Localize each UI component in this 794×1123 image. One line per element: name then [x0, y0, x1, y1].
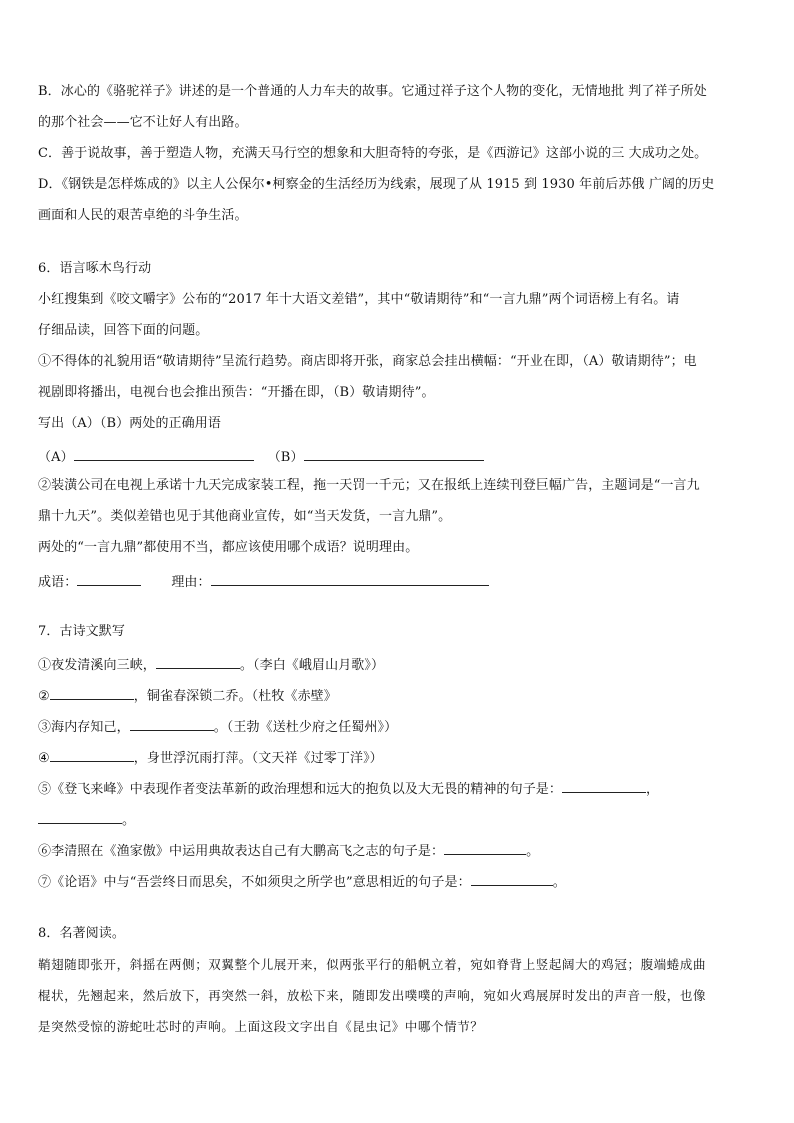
- q5-option-b-line2: 的那个社会——它不让好人有出路。: [38, 115, 248, 130]
- q6-answer-row-idiom: [38, 572, 489, 591]
- q6-part1-line1: ①不得体的礼貌用语“敬请期待”呈流行趋势。商店即将开张，商家总会挂出横幅：“开业在即，（A）敬请期待”；电: [38, 354, 697, 369]
- q5-option-c: C．善于说故事，善于塑造人物，充满天马行空的想象和大胆奇特的夸张，是《西游记》这部小说的三 大成功之处。: [38, 146, 708, 161]
- q7-line7: [38, 872, 566, 891]
- q8-passage-line1: 鞘翅随即张开，斜摇在两侧；双翼整个儿展开来，似两张平行的船帆立着，宛如脊背上竖起阔大的鸡冠；腹端蜷成曲: [38, 957, 707, 972]
- q8-title: 8．名著阅读。: [38, 926, 125, 941]
- q7-line3-source: 。（王勃《送杜少府之任蜀州》）: [213, 720, 398, 735]
- q6-answer-row-ab: [38, 447, 484, 466]
- q7-line1: [38, 655, 384, 674]
- q6-label-b: （B）: [267, 450, 304, 465]
- q6-reason-blank[interactable]: [211, 572, 489, 586]
- q7-line1-blank[interactable]: [156, 655, 240, 669]
- q7-line3-blank[interactable]: [130, 717, 214, 731]
- q5-option-d-line1: D．《钢铁是怎样炼成的》以主人公保尔•柯察金的生活经历为线索，展现了从 1915 到 1930 年前后苏俄 广阔的历史: [38, 177, 715, 192]
- q6-intro-line2: 仔细品读，回答下面的问题。: [38, 323, 209, 338]
- q6-idiom-blank[interactable]: [77, 572, 141, 586]
- q7-line6-text: ⑥李清照在《渔家傲》中运用典故表达自己有大鹏高飞之志的句子是：: [38, 844, 445, 859]
- q7-line3: [38, 717, 397, 736]
- q5-option-b-line1: B．冰心的《骆驼祥子》讲述的是一个普通的人力车夫的故事。它通过祥子这个人物的变化，无情地批 判了祥子所处: [38, 84, 707, 99]
- q6-part1-line2: 视剧即将播出，电视台也会推出预告：“开播在即，（B）敬请期待”。: [38, 385, 435, 400]
- q6-part2-line1: ②装潢公司在电视上承诺十九天完成家装工程，拖一天罚一千元；又在报纸上连续刊登巨幅广告，主题词是“一言九: [38, 478, 700, 493]
- q7-line7-period: 。: [552, 875, 566, 890]
- q7-line2-number: ②: [38, 689, 50, 704]
- q6-intro-line1: 小红搜集到《咬文嚼字》公布的“2017 年十大语文差错”，其中“敬请期待”和“一言九鼎”两个词语榜上有名。请: [38, 292, 680, 307]
- q8-passage-line2: 棍状，先翘起来，然后放下，再突然一斜，放松下来，随即发出噗噗的声响，宛如火鸡展屏时发出的声音一般，也像: [38, 988, 707, 1003]
- q7-line4-blank[interactable]: [50, 748, 134, 762]
- q6-title: 6．语言啄木鸟行动: [38, 261, 152, 276]
- q7-line4: [38, 748, 383, 767]
- q7-line6-blank[interactable]: [444, 841, 526, 855]
- q7-line2-blank[interactable]: [50, 686, 134, 700]
- q8-passage-line3: 是突然受惊的游蛇吐芯时的声响。上面这段文字出自《昆虫记》中哪个情节？: [38, 1019, 484, 1034]
- q6-part2-line2: 鼎十九天”。类似差错也见于其他商业宣传，如“当天发货，一言九鼎”。: [38, 509, 452, 524]
- q5-option-d-line2: 画面和人民的艰苦卓绝的斗争生活。: [38, 208, 248, 223]
- q6-ask-idiom: 两处的“一言九鼎”都使用不当，都应该使用哪个成语？说明理由。: [38, 540, 419, 555]
- q7-line7-text: ⑦《论语》中与“吾尝终日而思矣，不如须臾之所学也”意思相近的句子是：: [38, 875, 471, 890]
- q6-answer-b-blank[interactable]: [304, 447, 484, 461]
- q6-ask-correct-terms: 写出（A）（B）两处的正确用语: [38, 416, 221, 431]
- q7-line4-text: ，身世浮沉雨打萍。（文天祥《过零丁洋》）: [133, 751, 383, 766]
- q7-line5-text: ⑤《登飞来峰》中表现作者变法革新的政治理想和远大的抱负以及大无畏的精神的句子是：: [38, 782, 563, 797]
- q7-line2-text: ，铜雀春深锁二乔。（杜牧《赤壁》: [133, 689, 337, 704]
- q7-line5-blank2[interactable]: [38, 810, 122, 824]
- q7-line5-comma: ，: [646, 782, 660, 797]
- q7-title: 7．古诗文默写: [38, 624, 125, 639]
- q7-line1-source: 。（李白《峨眉山月歌》）: [239, 658, 385, 673]
- q7-line5-cont: [38, 810, 135, 829]
- q7-line2: [38, 686, 337, 705]
- q7-line3-text: ③海内存知己，: [38, 720, 130, 735]
- q6-label-a: （A）: [38, 450, 74, 465]
- q7-line1-text: ①夜发清溪向三峡，: [38, 658, 156, 673]
- q6-answer-a-blank[interactable]: [74, 447, 254, 461]
- q7-line5-period: 。: [122, 813, 136, 828]
- q6-label-reason: 理由：: [171, 575, 211, 590]
- q6-label-idiom: 成语：: [38, 575, 78, 590]
- q7-line6-period: 。: [526, 844, 540, 859]
- q7-line4-number: ④: [38, 751, 50, 766]
- q7-line6: [38, 841, 539, 860]
- q7-line7-blank[interactable]: [471, 872, 553, 886]
- q7-line5: [38, 779, 659, 798]
- q7-line5-blank1[interactable]: [562, 779, 646, 793]
